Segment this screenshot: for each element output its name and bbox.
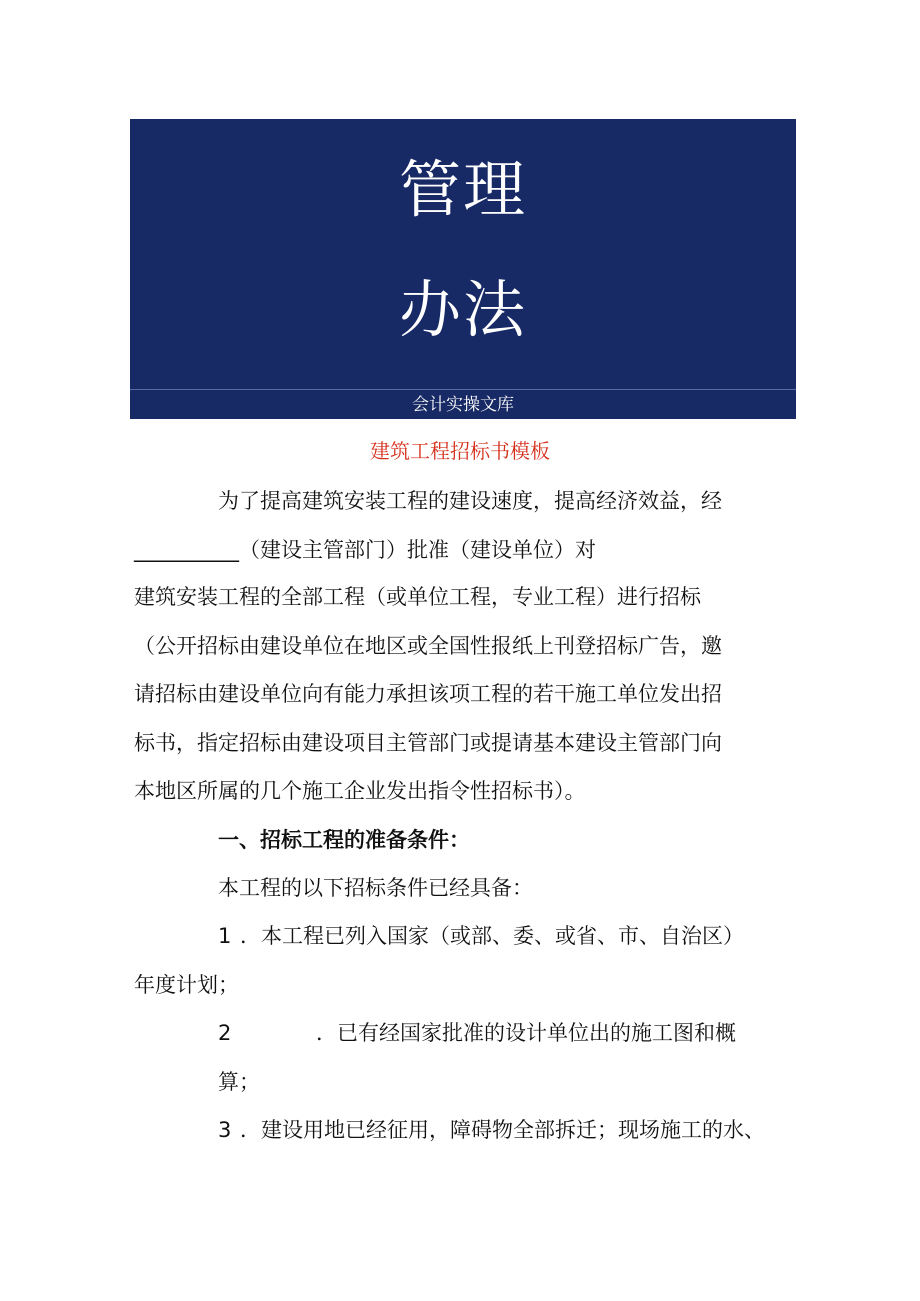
- item3-number: 3: [218, 1118, 232, 1142]
- item1-number: 1: [218, 924, 232, 948]
- banner-subtitle: 会计实操文库: [412, 395, 514, 415]
- paragraph1-line3: 建筑安装工程的全部工程（或单位工程，专业工程）进行招标: [134, 585, 701, 609]
- item2-text-line1: ．已有经国家批准的设计单位出的施工图和概: [316, 1021, 736, 1045]
- paragraph1-line4: （公开招标由建设单位在地区或全国性报纸上刊登招标广告，邀: [134, 634, 722, 658]
- section1-intro: 本工程的以下招标条件已经具备：: [218, 876, 533, 900]
- banner-title-line2: 办法: [398, 273, 527, 346]
- banner-divider: [130, 389, 796, 390]
- banner-title-line1: 管理: [398, 153, 527, 226]
- paragraph1-line6: 标书，指定招标由建设项目主管部门或提请基本建设主管部门向: [134, 731, 722, 755]
- item1-text-line1: ．本工程已列入国家（或部、委、或省、市、自治区）: [240, 924, 744, 948]
- paragraph1-line7: 本地区所属的几个施工企业发出指令性招标书）。: [134, 779, 586, 803]
- section1-heading: 一、招标工程的准备条件：: [218, 828, 470, 852]
- item3-text-line1: ．建设用地已经征用，障碍物全部拆迁；现场施工的水、: [240, 1118, 765, 1142]
- document-title: 建筑工程招标书模板: [370, 439, 550, 463]
- cover-banner: [130, 119, 796, 419]
- paragraph1-line1: 为了提高建筑安装工程的建设速度，提高经济效益，经: [218, 489, 722, 513]
- item2-number: 2: [218, 1021, 232, 1045]
- paragraph1-line5: 请招标由建设单位向有能力承担该项工程的若干施工单位发出招: [134, 682, 722, 706]
- paragraph1-line2: __________（建设主管部门）批准（建设单位）对: [134, 538, 596, 562]
- item2-text-line2: 算；: [218, 1070, 260, 1094]
- item1-text-line2: 年度计划；: [134, 973, 239, 997]
